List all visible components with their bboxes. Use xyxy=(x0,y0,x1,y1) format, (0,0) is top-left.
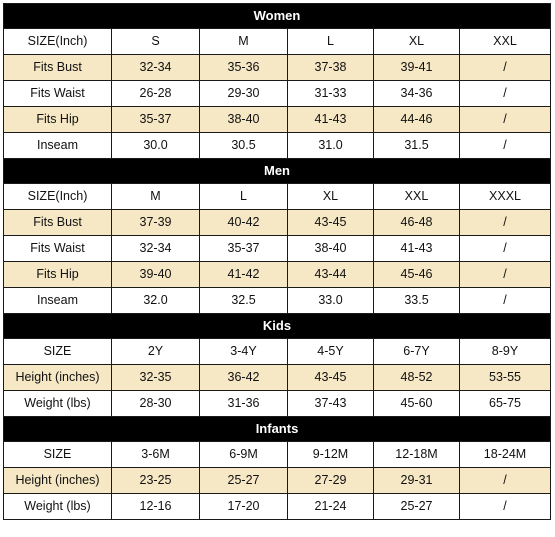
men-table-row xyxy=(4,288,551,314)
size-value-cell: / xyxy=(460,81,551,107)
size-value-cell: 39-41 xyxy=(374,55,460,81)
size-value-cell: 40-42 xyxy=(200,210,288,236)
size-value-cell: 6-9M xyxy=(200,442,288,468)
infants-table-row xyxy=(4,468,551,494)
size-value-cell: 45-46 xyxy=(374,262,460,288)
size-value-cell: 31.0 xyxy=(288,133,374,159)
men-table-row xyxy=(4,236,551,262)
kids-section-title: Kids xyxy=(4,314,551,339)
row-label-cell: SIZE(Inch) xyxy=(4,184,112,210)
size-value-cell: 27-29 xyxy=(288,468,374,494)
size-value-cell: 35-37 xyxy=(200,236,288,262)
size-value-cell: 33.0 xyxy=(288,288,374,314)
infants-section-title: Infants xyxy=(4,417,551,442)
size-value-cell: 43-44 xyxy=(288,262,374,288)
size-value-cell: 6-7Y xyxy=(374,339,460,365)
size-value-cell: XXL xyxy=(460,29,551,55)
row-label-cell: SIZE xyxy=(4,442,112,468)
size-value-cell: XL xyxy=(288,184,374,210)
row-label-cell: Fits Hip xyxy=(4,107,112,133)
row-label-cell: Height (inches) xyxy=(4,468,112,494)
women-section-title: Women xyxy=(4,4,551,29)
size-value-cell: 38-40 xyxy=(200,107,288,133)
size-value-cell: L xyxy=(200,184,288,210)
size-value-cell: S xyxy=(112,29,200,55)
size-value-cell: / xyxy=(460,494,551,520)
women-table-row xyxy=(4,133,551,159)
women-table-row xyxy=(4,29,551,55)
size-value-cell: XL xyxy=(374,29,460,55)
size-value-cell: 3-6M xyxy=(112,442,200,468)
size-value-cell: 31.5 xyxy=(374,133,460,159)
men-table-row xyxy=(4,210,551,236)
kids-section-header xyxy=(4,314,551,339)
size-value-cell: 8-9Y xyxy=(460,339,551,365)
size-value-cell: 35-36 xyxy=(200,55,288,81)
row-label-cell: Inseam xyxy=(4,288,112,314)
size-value-cell: 32-35 xyxy=(112,365,200,391)
infants-table-row xyxy=(4,442,551,468)
row-label-cell: Fits Waist xyxy=(4,236,112,262)
size-value-cell: 23-25 xyxy=(112,468,200,494)
size-value-cell: 18-24M xyxy=(460,442,551,468)
size-value-cell: 32-34 xyxy=(112,55,200,81)
size-value-cell: 41-43 xyxy=(374,236,460,262)
size-value-cell: 53-55 xyxy=(460,365,551,391)
size-value-cell: 43-45 xyxy=(288,365,374,391)
row-label-cell: Fits Waist xyxy=(4,81,112,107)
size-value-cell: 12-16 xyxy=(112,494,200,520)
size-value-cell: 32.5 xyxy=(200,288,288,314)
size-value-cell: 17-20 xyxy=(200,494,288,520)
size-value-cell: 65-75 xyxy=(460,391,551,417)
size-value-cell: / xyxy=(460,107,551,133)
women-table-row xyxy=(4,81,551,107)
size-value-cell: / xyxy=(460,210,551,236)
size-chart xyxy=(3,3,550,520)
size-value-cell: / xyxy=(460,133,551,159)
size-value-cell: M xyxy=(200,29,288,55)
women-section-header xyxy=(4,4,551,29)
size-value-cell: 32-34 xyxy=(112,236,200,262)
size-value-cell: 28-30 xyxy=(112,391,200,417)
size-value-cell: 30.5 xyxy=(200,133,288,159)
men-table-row xyxy=(4,262,551,288)
size-value-cell: 39-40 xyxy=(112,262,200,288)
men-section-title: Men xyxy=(4,159,551,184)
size-value-cell: 32.0 xyxy=(112,288,200,314)
infants-section-header xyxy=(4,417,551,442)
row-label-cell: Weight (lbs) xyxy=(4,391,112,417)
size-value-cell: 29-30 xyxy=(200,81,288,107)
row-label-cell: Fits Bust xyxy=(4,55,112,81)
size-value-cell: 41-43 xyxy=(288,107,374,133)
infants-table-row xyxy=(4,494,551,520)
row-label-cell: Height (inches) xyxy=(4,365,112,391)
size-value-cell: 45-60 xyxy=(374,391,460,417)
size-value-cell: / xyxy=(460,262,551,288)
size-value-cell: 46-48 xyxy=(374,210,460,236)
size-value-cell: 4-5Y xyxy=(288,339,374,365)
row-label-cell: Fits Hip xyxy=(4,262,112,288)
size-value-cell: 38-40 xyxy=(288,236,374,262)
size-value-cell: 26-28 xyxy=(112,81,200,107)
size-value-cell: 25-27 xyxy=(374,494,460,520)
kids-table-row xyxy=(4,365,551,391)
kids-table-row xyxy=(4,391,551,417)
women-table-row xyxy=(4,55,551,81)
size-value-cell: 29-31 xyxy=(374,468,460,494)
size-value-cell: 48-52 xyxy=(374,365,460,391)
size-value-cell: 37-38 xyxy=(288,55,374,81)
size-value-cell: / xyxy=(460,236,551,262)
size-value-cell: 41-42 xyxy=(200,262,288,288)
size-value-cell: 43-45 xyxy=(288,210,374,236)
row-label-cell: Fits Bust xyxy=(4,210,112,236)
size-value-cell: 2Y xyxy=(112,339,200,365)
row-label-cell: SIZE(Inch) xyxy=(4,29,112,55)
size-value-cell: 30.0 xyxy=(112,133,200,159)
size-value-cell: 3-4Y xyxy=(200,339,288,365)
size-value-cell: M xyxy=(112,184,200,210)
size-value-cell: 36-42 xyxy=(200,365,288,391)
size-value-cell: 31-33 xyxy=(288,81,374,107)
size-value-cell: 9-12M xyxy=(288,442,374,468)
size-value-cell: 21-24 xyxy=(288,494,374,520)
size-value-cell: L xyxy=(288,29,374,55)
men-section-header xyxy=(4,159,551,184)
size-value-cell: 31-36 xyxy=(200,391,288,417)
size-value-cell: / xyxy=(460,288,551,314)
size-value-cell: 34-36 xyxy=(374,81,460,107)
size-value-cell: 35-37 xyxy=(112,107,200,133)
size-value-cell: / xyxy=(460,55,551,81)
women-table-row xyxy=(4,107,551,133)
size-value-cell: 37-43 xyxy=(288,391,374,417)
size-table xyxy=(3,3,551,520)
size-value-cell: 37-39 xyxy=(112,210,200,236)
size-value-cell: / xyxy=(460,468,551,494)
size-value-cell: 25-27 xyxy=(200,468,288,494)
size-table-body xyxy=(4,4,551,520)
size-value-cell: 12-18M xyxy=(374,442,460,468)
men-table-row xyxy=(4,184,551,210)
row-label-cell: Weight (lbs) xyxy=(4,494,112,520)
size-value-cell: XXL xyxy=(374,184,460,210)
size-value-cell: XXXL xyxy=(460,184,551,210)
size-value-cell: 33.5 xyxy=(374,288,460,314)
row-label-cell: SIZE xyxy=(4,339,112,365)
size-value-cell: 44-46 xyxy=(374,107,460,133)
kids-table-row xyxy=(4,339,551,365)
row-label-cell: Inseam xyxy=(4,133,112,159)
